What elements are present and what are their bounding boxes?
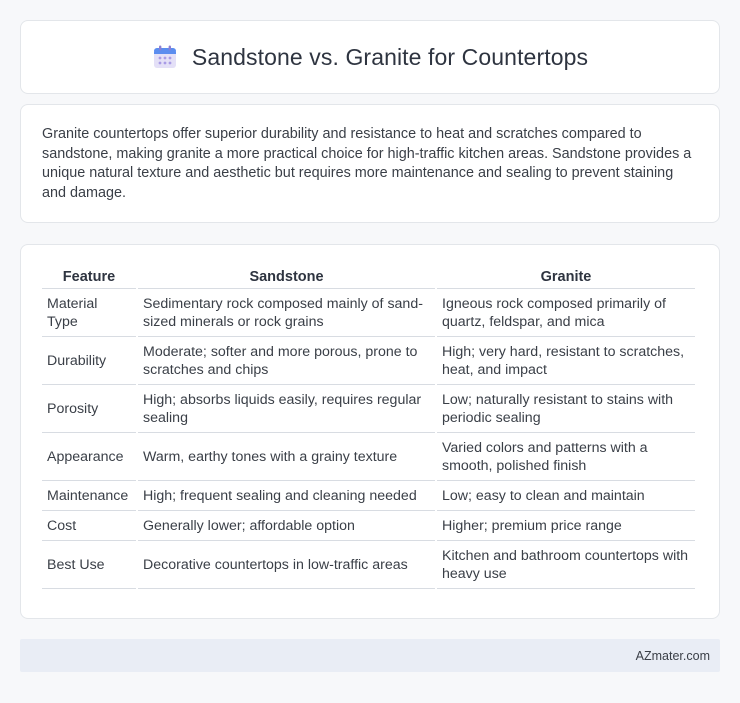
comparison-table-card — [20, 244, 720, 619]
summary-card — [20, 104, 720, 223]
table-row — [42, 385, 695, 433]
feature-cell: Maintenance — [42, 481, 136, 511]
sandstone-cell: Moderate; softer and more porous, prone to scratches and chips — [138, 337, 435, 385]
page-title: Sandstone vs. Granite for Countertops — [191, 43, 589, 70]
feature-cell: Cost — [42, 511, 136, 541]
header-granite: Granite — [437, 265, 695, 289]
sandstone-cell: Decorative countertops in low-traffic areas — [138, 541, 435, 589]
table-row — [42, 433, 695, 481]
table-row — [42, 481, 695, 511]
feature-cell: Best Use — [42, 541, 136, 589]
feature-cell: Durability — [42, 337, 136, 385]
granite-cell: Igneous rock composed primarily of quartz, feldspar, and mica — [437, 289, 695, 337]
calendar-icon — [152, 44, 178, 70]
granite-cell: Low; easy to clean and maintain — [437, 481, 695, 511]
table-row — [42, 511, 695, 541]
feature-cell: Porosity — [42, 385, 136, 433]
comparison-table — [40, 265, 697, 589]
granite-cell: Varied colors and patterns with a smooth, polished finish — [437, 433, 695, 481]
granite-cell: Low; naturally resistant to stains with periodic sealing — [437, 385, 695, 433]
title-row — [152, 44, 588, 71]
sandstone-cell: High; frequent sealing and cleaning needed — [138, 481, 435, 511]
sandstone-cell: Sedimentary rock composed mainly of sand-sized minerals or rock grains — [138, 289, 435, 337]
header-feature: Feature — [42, 265, 136, 289]
granite-cell: Kitchen and bathroom countertops with heavy use — [437, 541, 695, 589]
feature-cell: Appearance — [42, 433, 136, 481]
title-card — [20, 20, 720, 94]
table-row — [42, 541, 695, 589]
summary-text: Granite countertops offer superior durability and resistance to heat and scratches compared to sandstone, making granite a more practical choice for high-traffic kitchen areas. Sandstone provides a unique natural texture and aesthetic but requires more maintenance and sealing to prevent staining and damage. — [42, 126, 692, 201]
granite-cell: High; very hard, resistant to scratches, heat, and impact — [437, 337, 695, 385]
table-header-row — [42, 265, 695, 289]
sandstone-cell: Warm, earthy tones with a grainy texture — [138, 433, 435, 481]
header-sandstone: Sandstone — [138, 265, 435, 289]
table-row — [42, 337, 695, 385]
footer-bar — [20, 639, 720, 672]
feature-cell: Material Type — [42, 289, 136, 337]
sandstone-cell: Generally lower; affordable option — [138, 511, 435, 541]
source-link[interactable]: AZmater.com — [635, 648, 710, 663]
table-row — [42, 289, 695, 337]
sandstone-cell: High; absorbs liquids easily, requires regular sealing — [138, 385, 435, 433]
granite-cell: Higher; premium price range — [437, 511, 695, 541]
